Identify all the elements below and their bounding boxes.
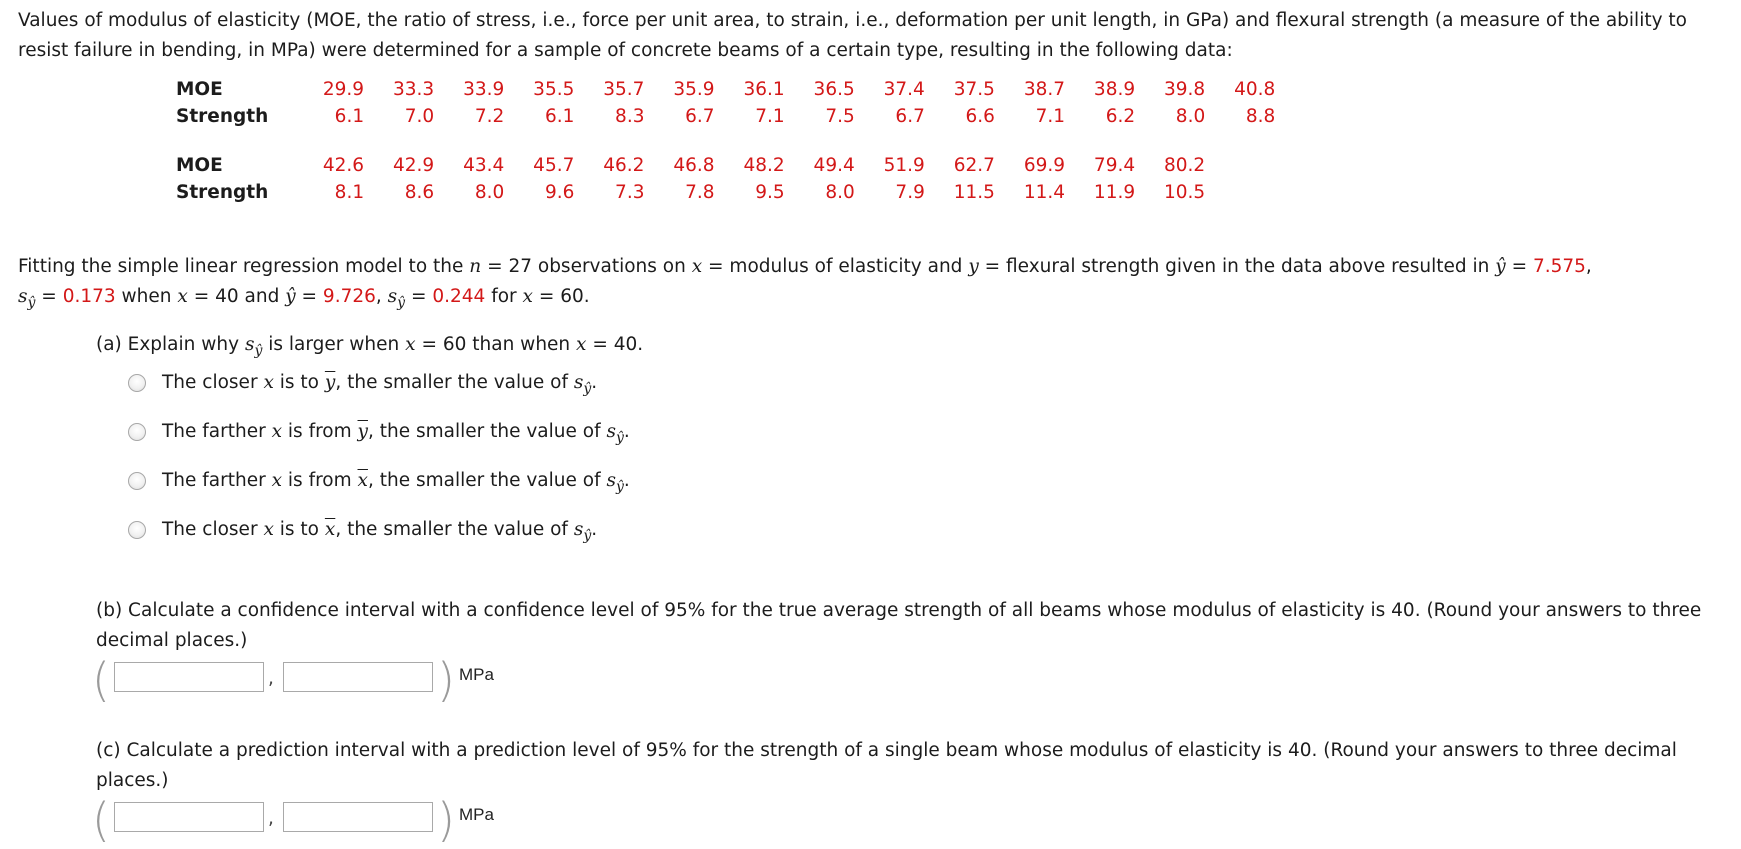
- strength-value: 7.1: [755, 106, 785, 127]
- moe-value: 35.5: [533, 79, 575, 100]
- moe-row: [176, 76, 1275, 103]
- unit-label: MPa: [459, 805, 494, 824]
- moe-value: 35.9: [673, 79, 715, 100]
- moe-value: 46.2: [603, 155, 645, 176]
- comma-separator: ,: [268, 668, 274, 689]
- moe-value: 40.8: [1234, 79, 1276, 100]
- yhat-value-1: 7.575: [1532, 256, 1586, 277]
- yhat-value-2: 9.726: [322, 286, 376, 307]
- strength-value: 7.5: [825, 106, 855, 127]
- strength-value: 7.8: [685, 182, 715, 203]
- strength-value: 8.1: [334, 182, 365, 203]
- moe-value: 35.7: [603, 79, 645, 100]
- pi-lower-input[interactable]: [114, 802, 264, 832]
- strength-value: 8.6: [404, 182, 435, 203]
- fit-line-2: $s_ŷ = 0.173$ when x = 40 and ŷ = 9.726, $s_ŷ = 0.244$ for x = 60.: [18, 286, 590, 311]
- sy-value-2: 0.244: [432, 286, 486, 307]
- strength-value: 7.2: [474, 106, 505, 127]
- moe-value: 36.1: [743, 79, 785, 100]
- moe-value: 43.4: [463, 155, 505, 176]
- unit-label: MPa: [459, 665, 494, 684]
- strength-value: 6.1: [544, 106, 575, 127]
- problem-intro: Values of modulus of elasticity (MOE, the ratio of stress, i.e., force per unit area, to strain, i.e., deformation per unit length, in GPa) and flexural strength (a measure of the ability to resist failure in bending, in MPa) were determined for a sample of concrete beams of a certain type, resulting in the following data:: [18, 10, 1687, 61]
- moe-row: [176, 152, 1205, 179]
- strength-value: 11.4: [1023, 182, 1066, 203]
- strength-value: 6.7: [685, 106, 715, 127]
- strength-value: 8.0: [1175, 106, 1206, 127]
- strength-value: 7.1: [1035, 106, 1066, 127]
- moe-value: 80.2: [1164, 155, 1206, 176]
- pi-upper-input[interactable]: [283, 802, 433, 832]
- radio-option-4[interactable]: [128, 521, 146, 539]
- comma-separator: ,: [268, 808, 274, 829]
- radio-option-3[interactable]: [128, 472, 146, 490]
- strength-value: 6.7: [895, 106, 925, 127]
- strength-value: 8.3: [615, 106, 645, 127]
- radio-option-2[interactable]: [128, 423, 146, 441]
- moe-value: 46.8: [673, 155, 715, 176]
- moe-value: 69.9: [1023, 155, 1066, 176]
- moe-value: 48.2: [743, 155, 785, 176]
- moe-label: MOE: [176, 155, 223, 176]
- strength-row: [176, 179, 1205, 206]
- moe-value: 49.4: [813, 155, 855, 176]
- left-paren: (: [92, 793, 110, 847]
- moe-value: 42.9: [392, 155, 435, 176]
- strength-value: 6.2: [1105, 106, 1136, 127]
- moe-value: 38.7: [1023, 79, 1066, 100]
- moe-value: 36.5: [813, 79, 855, 100]
- option-2-label[interactable]: The farther x is from $\overline{y}$, the smaller the value of $s_ŷ$.: [162, 421, 630, 446]
- strength-value: 9.6: [544, 182, 575, 203]
- moe-value: 39.8: [1164, 79, 1206, 100]
- strength-value: 7.9: [895, 182, 925, 203]
- part-b-question: (b) Calculate a confidence interval with a confidence level of 95% for the true average strength of all beams whose modulus of elasticity is 40. (Round your answers to three decimal places.): [96, 600, 1702, 651]
- strength-label: Strength: [176, 106, 269, 127]
- option-4-label[interactable]: The closer x is to $\overline{x}$, the smaller the value of $s_ŷ$.: [162, 519, 598, 544]
- strength-value: 8.8: [1245, 106, 1276, 127]
- fit-line-1: Fitting the simple linear regression model to the n = 27 observations on x = modulus of elasticity and y = flexural strength given in the data above resulted in ŷ = 7.575,: [18, 256, 1592, 277]
- moe-value: 33.9: [463, 79, 505, 100]
- option-3-label[interactable]: The farther x is from $\overline{x}$, the smaller the value of $s_ŷ$.: [162, 470, 630, 495]
- right-paren: ): [437, 653, 455, 707]
- moe-value: 29.9: [322, 79, 365, 100]
- strength-value: 8.0: [825, 182, 855, 203]
- data-table-1: [176, 76, 1275, 130]
- moe-value: 45.7: [533, 155, 575, 176]
- strength-value: 7.3: [615, 182, 645, 203]
- sy-value-1: 0.173: [62, 286, 116, 307]
- ci-lower-input[interactable]: [114, 662, 264, 692]
- right-paren: ): [437, 793, 455, 847]
- moe-label: MOE: [176, 79, 223, 100]
- ci-upper-input[interactable]: [283, 662, 433, 692]
- left-paren: (: [92, 653, 110, 707]
- data-table-2: [176, 152, 1205, 206]
- strength-value: 10.5: [1164, 182, 1206, 203]
- strength-value: 7.0: [404, 106, 435, 127]
- moe-value: 79.4: [1093, 155, 1136, 176]
- moe-value: 38.9: [1093, 79, 1136, 100]
- strength-value: 9.5: [755, 182, 785, 203]
- strength-value: 8.0: [474, 182, 505, 203]
- strength-label: Strength: [176, 182, 269, 203]
- radio-option-1[interactable]: [128, 374, 146, 392]
- part-c-question: (c) Calculate a prediction interval with a prediction level of 95% for the strength of a single beam whose modulus of elasticity is 40. (Round your answers to three decimal places.): [96, 740, 1677, 791]
- strength-value: 6.6: [965, 106, 995, 127]
- option-1-label[interactable]: The closer x is to $\overline{y}$, the smaller the value of $s_ŷ$.: [162, 372, 598, 397]
- moe-value: 37.4: [883, 79, 925, 100]
- moe-value: 51.9: [883, 155, 925, 176]
- strength-row: [176, 103, 1275, 130]
- moe-value: 62.7: [953, 155, 995, 176]
- strength-value: 11.5: [953, 182, 995, 203]
- moe-value: 42.6: [322, 155, 365, 176]
- strength-value: 6.1: [334, 106, 365, 127]
- part-a-question: (a) Explain why $s_ŷ$ is larger when x = 60 than when x = 40.: [96, 334, 644, 359]
- moe-value: 33.3: [392, 79, 435, 100]
- moe-value: 37.5: [953, 79, 995, 100]
- strength-value: 11.9: [1093, 182, 1136, 203]
